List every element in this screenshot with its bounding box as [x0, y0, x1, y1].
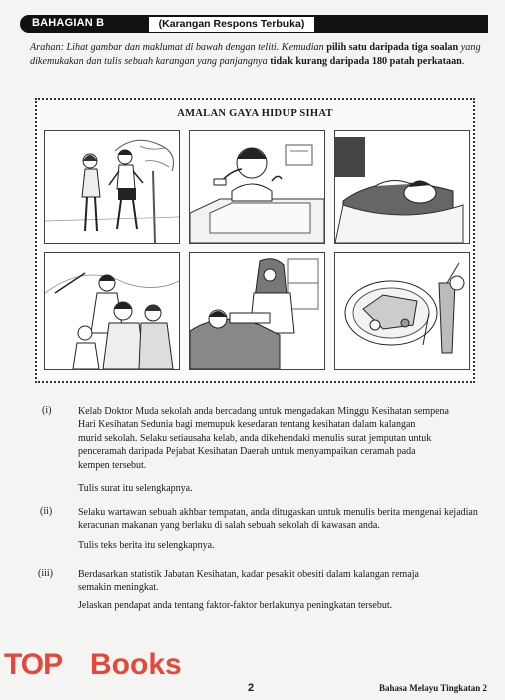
question-1-line: Kelab Doktor Muda sekolah anda bercadang untuk mengadakan Minggu Kesihatan sempena [78, 406, 449, 417]
panel-healthy-meal [334, 252, 470, 370]
question-2-line: Selaku wartawan sebuah akhbar tempatan, anda ditugaskan untuk menulis berita mengenai kejadian [78, 507, 478, 518]
question-2-task: Tulis teks berita itu selengkapnya. [78, 540, 215, 551]
family-outing-illustration [45, 253, 179, 369]
watermark-logo-books: Books [90, 648, 182, 681]
question-1-task: Tulis surat itu selengkapnya. [78, 483, 193, 494]
section-label: BAHAGIAN B [32, 17, 105, 29]
picture-frame-title: AMALAN GAYA HIDUP SIHAT [177, 108, 333, 119]
instructions-bold-1: pilih satu daripada tiga soalan [326, 42, 459, 53]
instructions-paragraph [30, 41, 490, 69]
question-3-text [78, 568, 498, 595]
question-3-task: Jelaskan pendapat anda tentang faktor-faktor berlakunya peningkatan tersebut. [78, 600, 393, 611]
question-3-number: (iii) [38, 568, 53, 579]
picture-frame [35, 98, 475, 383]
question-1-text [78, 405, 498, 472]
doctor-checkup-illustration [190, 253, 324, 369]
question-1-line: Hari Kesihatan Sedunia bagi memupuk kesedaran tentang kesihatan dalam kalangan [78, 419, 416, 431]
question-2-line: keracunan makanan yang berlaku di salah sebuah sekolah di kawasan anda. [78, 520, 380, 532]
sleeping-man-illustration [335, 131, 469, 243]
jogging-couple-illustration [45, 131, 179, 243]
section-subtitle: (Karangan Respons Terbuka) [148, 16, 315, 33]
healthy-meal-illustration [335, 253, 469, 369]
instructions-bold-2: tidak kurang daripada 180 patah perkataan [270, 56, 462, 67]
question-3-line: Berdasarkan statistik Jabatan Kesihatan, kadar pesakit obesiti dalam kalangan remaja [78, 569, 419, 580]
panel-man-sleeping [334, 130, 470, 244]
panel-doctor-checkup [189, 252, 325, 370]
panel-jogging-couple [44, 130, 180, 244]
panel-boy-brushing-teeth [189, 130, 325, 244]
instructions-text-2: yang dikemukakan dan tulis sebuah karangan yang panjangnya [30, 42, 481, 67]
instructions-text-3: . [461, 56, 465, 67]
question-1-number: (i) [42, 405, 52, 416]
panel-family-outing [44, 252, 180, 370]
instructions-text-1: : Lihat gambar dan maklumat di bawah dengan teliti. Kemudian [60, 42, 327, 53]
page-number: 2 [248, 682, 255, 694]
instructions-lead: Arahan [30, 42, 61, 53]
question-1-line: kempen tersebut. [78, 459, 147, 471]
question-3-line: semakin meningkat. [78, 582, 159, 594]
brushing-teeth-illustration [190, 131, 324, 243]
question-1-line: murid sekolah. Selaku setiausaha kelab, anda dikehendaki menulis surat jemputan untuk [78, 432, 432, 444]
book-title: Bahasa Melayu Tingkatan 2 [379, 683, 487, 693]
question-2-text [78, 506, 498, 533]
question-2-number: (ii) [40, 506, 53, 517]
question-1-line: penceramah daripada Pejabat Kesihatan Daerah untuk menyampaikan ceramah pada [78, 446, 416, 458]
watermark-logo-top: TOP [4, 648, 63, 681]
